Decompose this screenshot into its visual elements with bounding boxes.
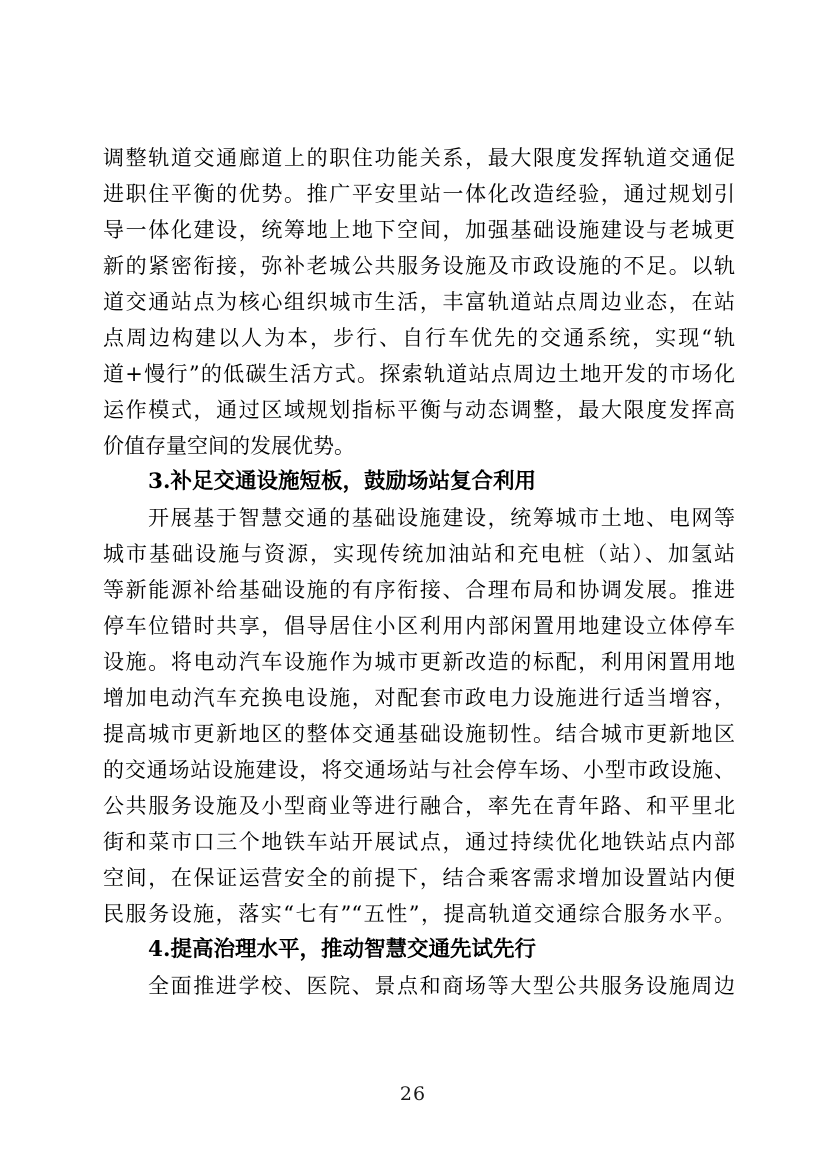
body-line: 空间，在保证运营安全的前提下，结合乘客需求增加设置站内便 [103,866,735,890]
body-line: 点周边构建以人为本，步行、自行车优先的交通系统，实现“轨 [103,326,735,350]
body-line: 民服务设施，落实“七有”“五性”，提高轨道交通综合服务水平。 [103,902,735,926]
body-line: 提高城市更新地区的整体交通基础设施韧性。结合城市更新地区 [103,722,735,746]
body-line: 导一体化建设，统筹地上地下空间，加强基础设施建设与老城更 [103,218,735,242]
body-line: 全面推进学校、医院、景点和商场等大型公共服务设施周边 [148,974,735,998]
body-line: 的交通场站设施建设，将交通场站与社会停车场、小型市政设施、 [103,758,735,782]
body-line: 进职住平衡的优势。推广平安里站一体化改造经验，通过规划引 [103,182,735,206]
body-line: 开展基于智慧交通的基础设施建设，统筹城市土地、电网等 [148,506,735,530]
page-footer [0,1082,826,1106]
section-4-heading: 4.提高治理水平，推动智慧交通先试先行 [148,937,536,962]
body-line: 增加电动汽车充换电设施，对配套市政电力设施进行适当增容， [103,686,735,710]
body-line: 设施。将电动汽车设施作为城市更新改造的标配，利用闲置用地 [103,650,735,674]
body-line: 道+慢行”的低碳生活方式。探索轨道站点周边土地开发的市场化 [103,362,735,386]
body-line: 街和菜市口三个地铁车站开展试点，通过持续优化地铁站点内部 [103,830,735,854]
text-block [103,140,735,1004]
body-line: 城市基础设施与资源，实现传统加油站和充电桩（站）、加氢站 [103,542,735,566]
section-3-heading: 3.补足交通设施短板，鼓励场站复合利用 [148,469,536,494]
body-line: 等新能源补给基础设施的有序衔接、合理布局和协调发展。推进 [103,578,735,602]
body-line: 调整轨道交通廊道上的职住功能关系，最大限度发挥轨道交通促 [103,146,735,170]
body-line: 公共服务设施及小型商业等进行融合，率先在青年路、和平里北 [103,794,735,818]
body-line: 新的紧密衔接，弥补老城公共服务设施及市政设施的不足。以轨 [103,254,735,278]
body-line: 价值存量空间的发展优势。 [103,434,355,458]
body-line: 运作模式，通过区域规划指标平衡与动态调整，最大限度发挥高 [103,398,735,422]
body-line: 停车位错时共享，倡导居住小区利用内部闲置用地建设立体停车 [103,614,735,638]
page-number: 26 [399,1083,427,1105]
body-line: 道交通站点为核心组织城市生活，丰富轨道站点周边业态，在站 [103,290,735,314]
